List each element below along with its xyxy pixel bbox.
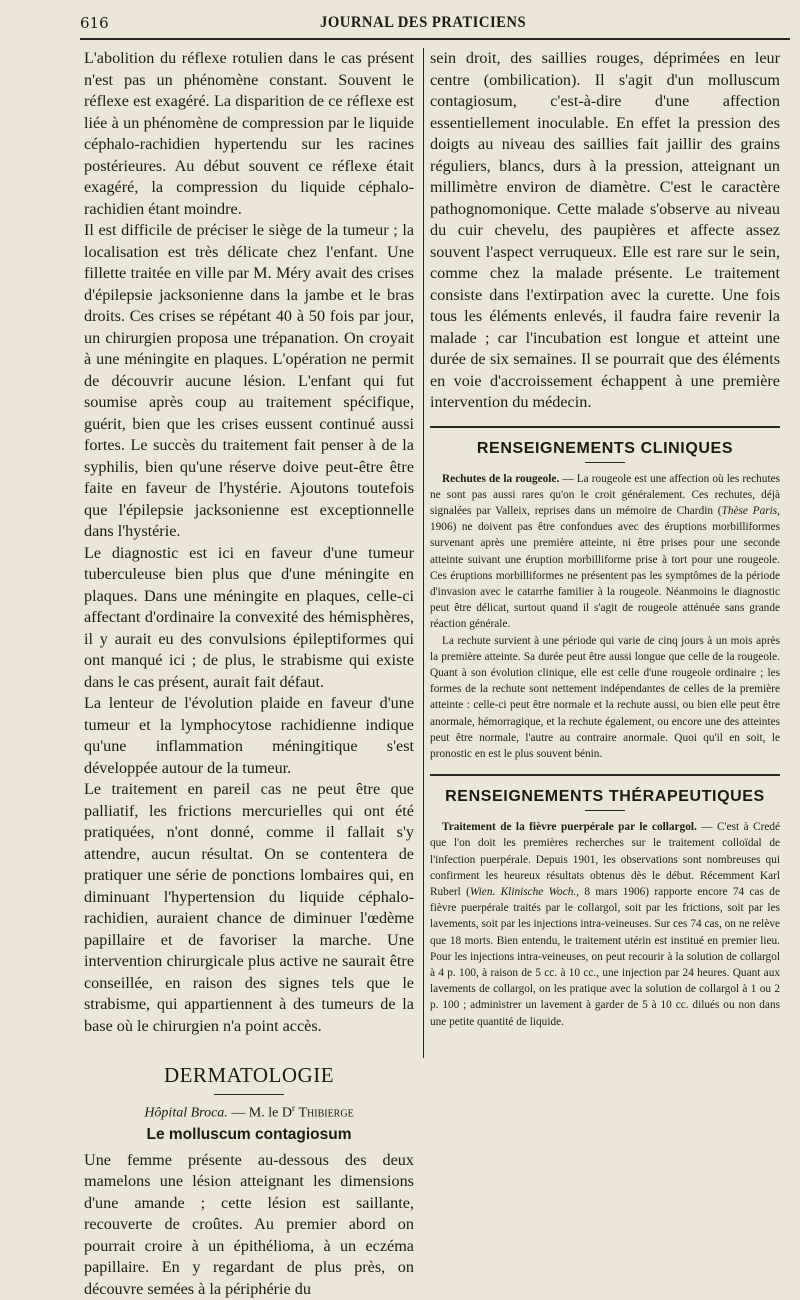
section-clinical — [430, 426, 780, 763]
section-title-dermatologie: DERMATOLOGIE — [163, 1063, 335, 1087]
left-column — [84, 48, 414, 1300]
paragraph: La lenteur de l'évolution plaide en faveur d'une tumeur et la lymphocytose rachidienne indique qu'une inflammation méningitique s'est développée autour de la tumeur. — [84, 694, 414, 777]
page-number: 616 — [80, 14, 109, 32]
run-in-heading: Rechutes de la rougeole. — [442, 472, 560, 485]
byline-place: Hôpital Broca. — [144, 1105, 228, 1121]
text-italic: Thèse Paris — [721, 504, 778, 517]
paragraph: Il est difficile de préciser le siège de la tumeur ; la localisation est très délicate chez l'enfant. Une fillette traitée en ville par M. Méry avait des crises d'épilepsie jacksonienne dans la jambe et le bras droits. Ces crises se répétant 40 à 50 fois par jour, un chirurgien proposa une trépanation. On croyait à une méningite en plaques. L'opération ne permit de découvrir aucune lésion. L'enfant qui fut soumise après coup au traitement spécifique, guérit, bien que les crises eussent continué aussi fortes. Le succès du traitement fait penser à de la syphilis, bien qu'une réserve doive peut-être être faite en faveur de l'hystérie. Ajoutons toutefois que l'épilepsie jacksonienne est exceptionnelle dans l'hystérie. — [84, 221, 414, 540]
byline-separator: — M. le D — [227, 1105, 292, 1121]
column-divider — [423, 48, 424, 1058]
section-title-therapeutic: RENSEIGNEMENTS THÉRAPEUTIQUES — [445, 788, 765, 806]
paragraph: La rechute survient à une période qui varie de cinq jours à un mois après la première atteinte. Sa durée peut être aussi longue que celle de la rougeole. Quant à son évolution clinique, elle est celle d'une rougeole ordinaire ; les formes de la rechute sont nettement indépendantes de celles de la première atteinte : celle-ci peut être normale et la rechute aussi, ou bien elle peut être anormale, hémorragique, et la rechute également, ou encore une des atteintes peut être normale, l'autre au contraire anormale. Quoi qu'il en soit, le pronostic en est le plus souvent bénin. — [430, 634, 780, 760]
byline-name: Thibierge — [298, 1105, 354, 1121]
paragraph: sein droit, des saillies rouges, déprimées en leur centre (ombilication). Il s'agit d'un molluscum contagiosum, c'est-à-dire d'une affection essentiellement inoculable. En effet la pression des doigts au niveau des saillies fait jaillir des grains réguliers, blancs, durs à la pression, atteignant un millimètre environ de diamètre. C'est le caractère pathognomonique. Cette malade s'observe au niveau du cuir chevelu, des paupières et affecte assez souvent l'aspect verruqueux. Elle est rare sur le sein, comme chez la malade présente. Le traitement consiste dans l'extirpation avec la curette. Une fois tous les éléments enlevés, il faudra faire revenir la malade ; car l'incubation est longue et atteint une durée de six semaines. Il se pourrait que des éléments en voie d'accroissement échappent à une première intervention du médecin. — [430, 49, 780, 411]
text-run: , 8 mars 1906) rapporte encore 74 cas de fièvre puerpérale traités par le collargol, soit par les frictions, soit par les lavements, soit par les injections intra-veineuses. Sur ces 74 cas, on ne relève que 18 morts. Bien entendu, le traitement utérin est institué en premier lieu. Pour les injections intra-veineuses, on peut recourir à la solution de collargol à 4 p. 100, à raison de 5 cc. à 10 cc., une injection par 24 heures. Quant aux lavements de collargol, on les pratique avec la solution de collargol à 1 ou 2 p. 100 ; administrer un lavement à garder de 5 à 10 cc. dilués ou non dans une petite quantité de liquide. — [430, 885, 780, 1028]
paragraph: Une femme présente au-dessous des deux mamelons une lésion atteignant les dimensions d'une amande ; cette lésion est saillante, recouverte de croûtes. Au premier abord on pourrait croire à un épithélioma, à un eczéma papillaire. En y regardant de plus près, on découvre semées à la périphérie du — [84, 1150, 414, 1298]
text-run: — C'est à Credé que l'on doit les premières recherches sur le traitement colloïdal de l'infection puerpérale. Depuis 1901, les observations sont nombreuses qui confirment les heureux résultats obtenus dès le début. Récemment Karl Ruberl ( — [430, 821, 781, 898]
byline — [84, 1103, 414, 1122]
text-run: — La rougeole est une affection où les rechutes ne sont pas aussi rares qu'on le croit généralement. Ces rechutes, déjà signalées par Valleix, reprises dans un mémoire de Chardin ( — [430, 472, 780, 517]
paragraph — [430, 819, 780, 1030]
run-in-heading: Traitement de la fièvre puerpérale par le collargol. — [442, 821, 697, 834]
page-header — [80, 10, 790, 36]
article-title: Le molluscum contagiosum — [146, 1125, 352, 1143]
paragraph: L'abolition du réflexe rotulien dans le cas présent n'est pas un phénomène constant. Souvent le réflexe est exagéré. La disparition de ce réflexe est liée à un phénomène de compression par le liquide céphalo-rachidien hypertendu sur les racines postérieures. Au début souvent ce réflexe était exagéré, la compression du liquide céphalo-rachidien étant moindre. — [84, 49, 414, 218]
section-rule — [585, 810, 625, 811]
section-title-clinical: RENSEIGNEMENTS CLINIQUES — [476, 439, 734, 457]
byline-sup: r — [291, 1103, 295, 1113]
paragraph: Le diagnostic est ici en faveur d'une tumeur tuberculeuse bien plus que d'une méningite en plaques. Dans une méningite en plaques, celle-ci affectant d'ordinaire la convexité des hémisphères, il y aurait eu des convulsions épileptiformes qui ont manqué ici ; de plus, le strabisme qui existe dans le cas présent, aurait fait défaut. — [84, 543, 414, 691]
text-run: , 1906) ne doivent pas être confondues avec des éruptions morbilliformes survenant après une première atteinte, ni être prises pour une seconde atteinte suivant une éruption morbilliforme prise à tort pour une rougeole. Ces éruptions morbilliformes ne présentent pas les symptômes de la période d'invasion avec le catarrhe familier à la rougeole. Néanmoins le diagnostic peut être délicat, surtout quand il s'agit de rougeole atténuée sans grande réaction générale. — [430, 504, 780, 631]
section-rule — [585, 462, 625, 463]
right-column — [430, 48, 780, 1030]
header-rule — [80, 38, 790, 40]
journal-title: JOURNAL DES PRATICIENS — [320, 14, 527, 31]
text-italic: Wien. Klinische Woch. — [469, 885, 577, 898]
section-rule — [214, 1094, 284, 1095]
section-therapeutic — [430, 774, 780, 1030]
paragraph: Le traitement en pareil cas ne peut être que palliatif, les frictions mercurielles qui ont été pratiquées, n'ont donné, comme il fallait s'y attendre, aucun résultat. On se contentera de pratiquer une série de ponctions lombaires qui, en diminuant l'hypertension du liquide céphalo-rachidien, auraient chance de diminuer l'œdème papillaire et de favoriser la marche. Une intervention chirurgicale plus active ne saurait être conseillée, en raison des signes tels que le strabisme, qui appartiennent à des tumeurs de la base où le chirurgien n'a point accès. — [84, 780, 414, 1035]
paragraph — [430, 471, 780, 633]
